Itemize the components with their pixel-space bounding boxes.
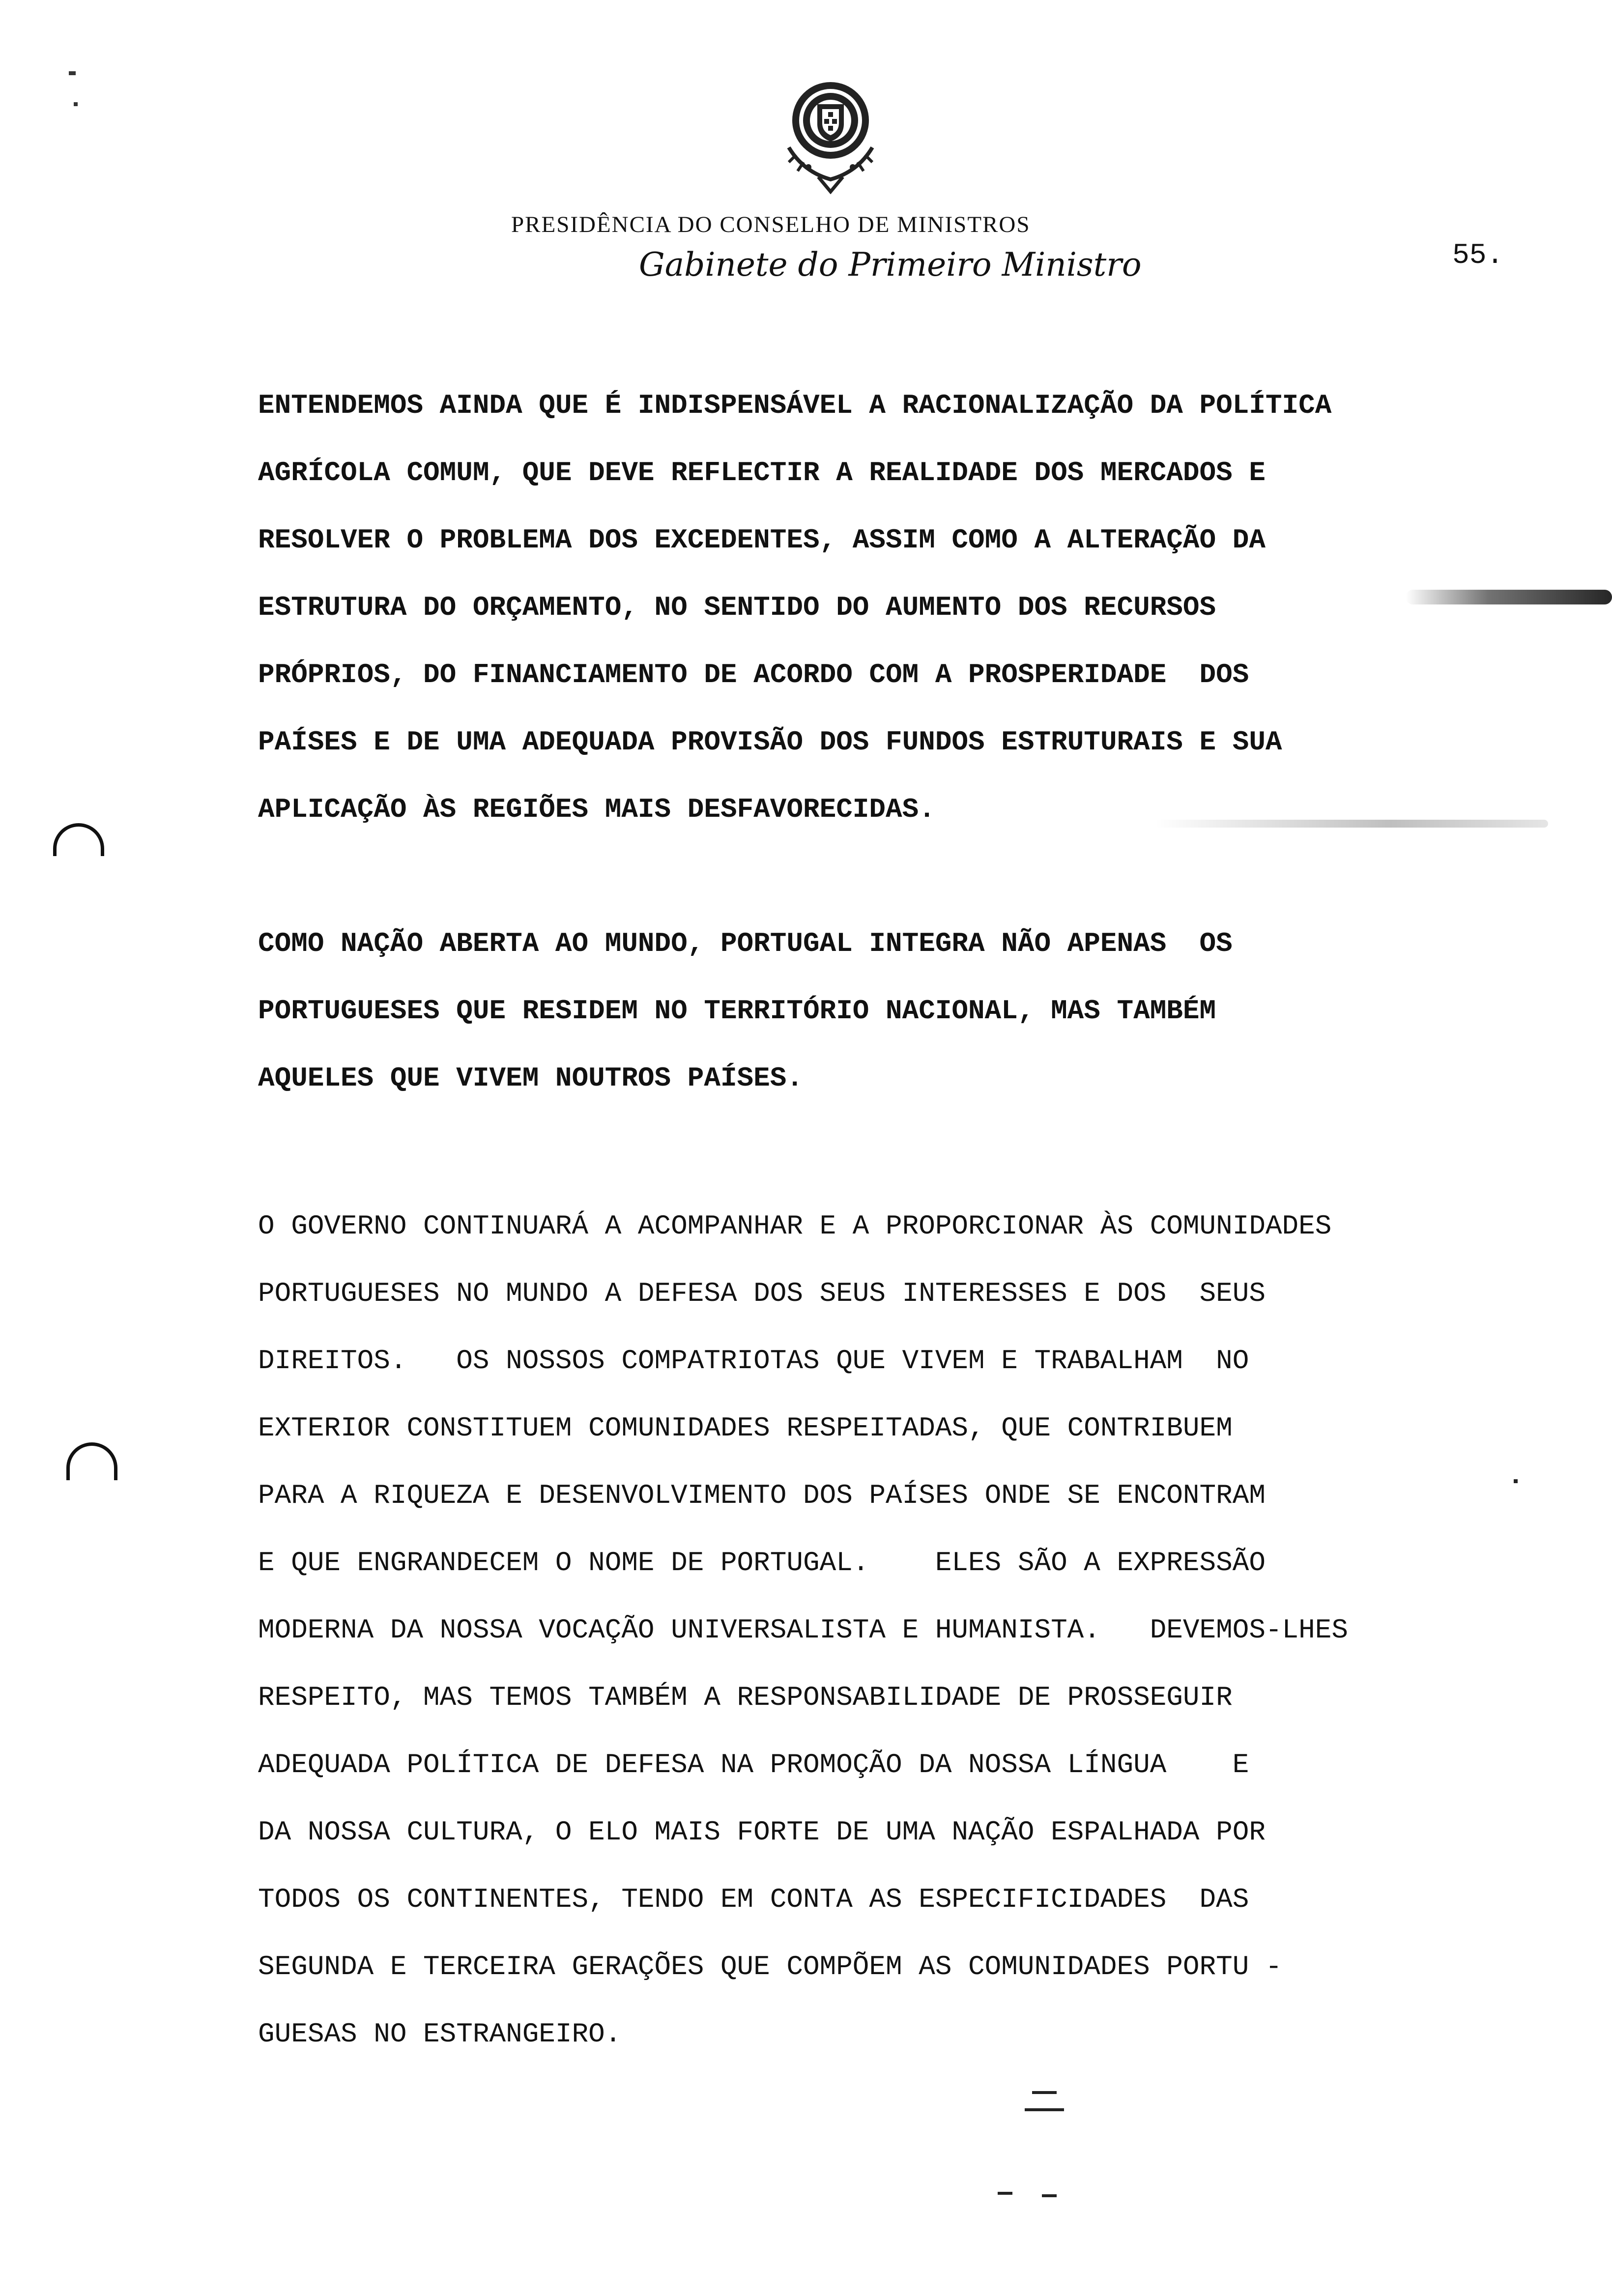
scan-speck — [1042, 2194, 1057, 2197]
paragraph-2 — [258, 910, 1605, 1112]
text-line: SEGUNDA E TERCEIRA GERAÇÕES QUE COMPÕEM AS COMUNIDADES PORTU - — [258, 1951, 1282, 1982]
text-line: PAÍSES E DE UMA ADEQUADA PROVISÃO DOS FUNDOS ESTRUTURAIS E SUA — [258, 726, 1282, 758]
scan-speck — [1514, 1479, 1518, 1483]
text-line: DIREITOS. OS NOSSOS COMPATRIOTAS QUE VIVEM E TRABALHAM NO — [258, 1345, 1249, 1377]
coat-of-arms-icon — [774, 74, 887, 194]
text-line: PARA A RIQUEZA E DESENVOLVIMENTO DOS PAÍSES ONDE SE ENCONTRAM — [258, 1480, 1266, 1511]
text-line: PORTUGUESES QUE RESIDEM NO TERRITÓRIO NACIONAL, MAS TAMBÉM — [258, 995, 1216, 1027]
text-line: MODERNA DA NOSSA VOCAÇÃO UNIVERSALISTA E HUMANISTA. DEVEMOS-LHES — [258, 1614, 1348, 1646]
text-line: AGRÍCOLA COMUM, QUE DEVE REFLECTIR A REALIDADE DOS MERCADOS E — [258, 457, 1266, 488]
text-line: ADEQUADA POLÍTICA DE DEFESA NA PROMOÇÃO DA NOSSA LÍNGUA E — [258, 1749, 1249, 1780]
scan-smudge — [1406, 590, 1612, 604]
text-line: AQUELES QUE VIVEM NOUTROS PAÍSES. — [258, 1062, 803, 1094]
scan-speck — [998, 2192, 1012, 2195]
paragraph-3 — [258, 1193, 1605, 2068]
text-line: COMO NAÇÃO ABERTA AO MUNDO, PORTUGAL INTEGRA NÃO APENAS OS — [258, 928, 1233, 959]
text-line: TODOS OS CONTINENTES, TENDO EM CONTA AS ESPECIFICIDADES DAS — [258, 1884, 1249, 1915]
text-line: DA NOSSA CULTURA, O ELO MAIS FORTE DE UMA NAÇÃO ESPALHADA POR — [258, 1816, 1266, 1848]
text-line: E QUE ENGRANDECEM O NOME DE PORTUGAL. ELES SÃO A EXPRESSÃO — [258, 1547, 1266, 1578]
text-line: ESTRUTURA DO ORÇAMENTO, NO SENTIDO DO AUMENTO DOS RECURSOS — [258, 592, 1216, 623]
text-line: RESPEITO, MAS TEMOS TAMBÉM A RESPONSABILIDADE DE PROSSEGUIR — [258, 1682, 1233, 1713]
paragraph-1 — [258, 372, 1605, 843]
text-line: RESOLVER O PROBLEMA DOS EXCEDENTES, ASSIM COMO A ALTERAÇÃO DA — [258, 524, 1266, 556]
scan-speck — [74, 102, 78, 106]
text-line: PORTUGUESES NO MUNDO A DEFESA DOS SEUS INTERESSES E DOS SEUS — [258, 1278, 1266, 1309]
header-title: PRESIDÊNCIA DO CONSELHO DE MINISTROS — [511, 212, 1031, 237]
header-subtitle: Gabinete do Primeiro Ministro — [639, 246, 1142, 284]
scan-speck — [69, 71, 76, 75]
text-line: GUESAS NO ESTRANGEIRO. — [258, 2018, 622, 2050]
text-line: PRÓPRIOS, DO FINANCIAMENTO DE ACORDO COM A PROSPERIDADE DOS — [258, 659, 1249, 690]
hole-punch-mark — [53, 823, 104, 856]
page-number: 55. — [1452, 240, 1504, 272]
hole-punch-mark — [66, 1442, 117, 1480]
scan-speck — [1032, 2091, 1057, 2094]
text-line: O GOVERNO CONTINUARÁ A ACOMPANHAR E A PROPORCIONAR ÀS COMUNIDADES — [258, 1210, 1332, 1242]
scan-smudge — [1155, 820, 1548, 828]
scan-speck — [1025, 2108, 1064, 2111]
text-line: EXTERIOR CONSTITUEM COMUNIDADES RESPEITADAS, QUE CONTRIBUEM — [258, 1412, 1233, 1444]
text-line: ENTENDEMOS AINDA QUE É INDISPENSÁVEL A RACIONALIZAÇÃO DA POLÍTICA — [258, 390, 1332, 421]
text-line: APLICAÇÃO ÀS REGIÕES MAIS DESFAVORECIDAS. — [258, 794, 935, 825]
